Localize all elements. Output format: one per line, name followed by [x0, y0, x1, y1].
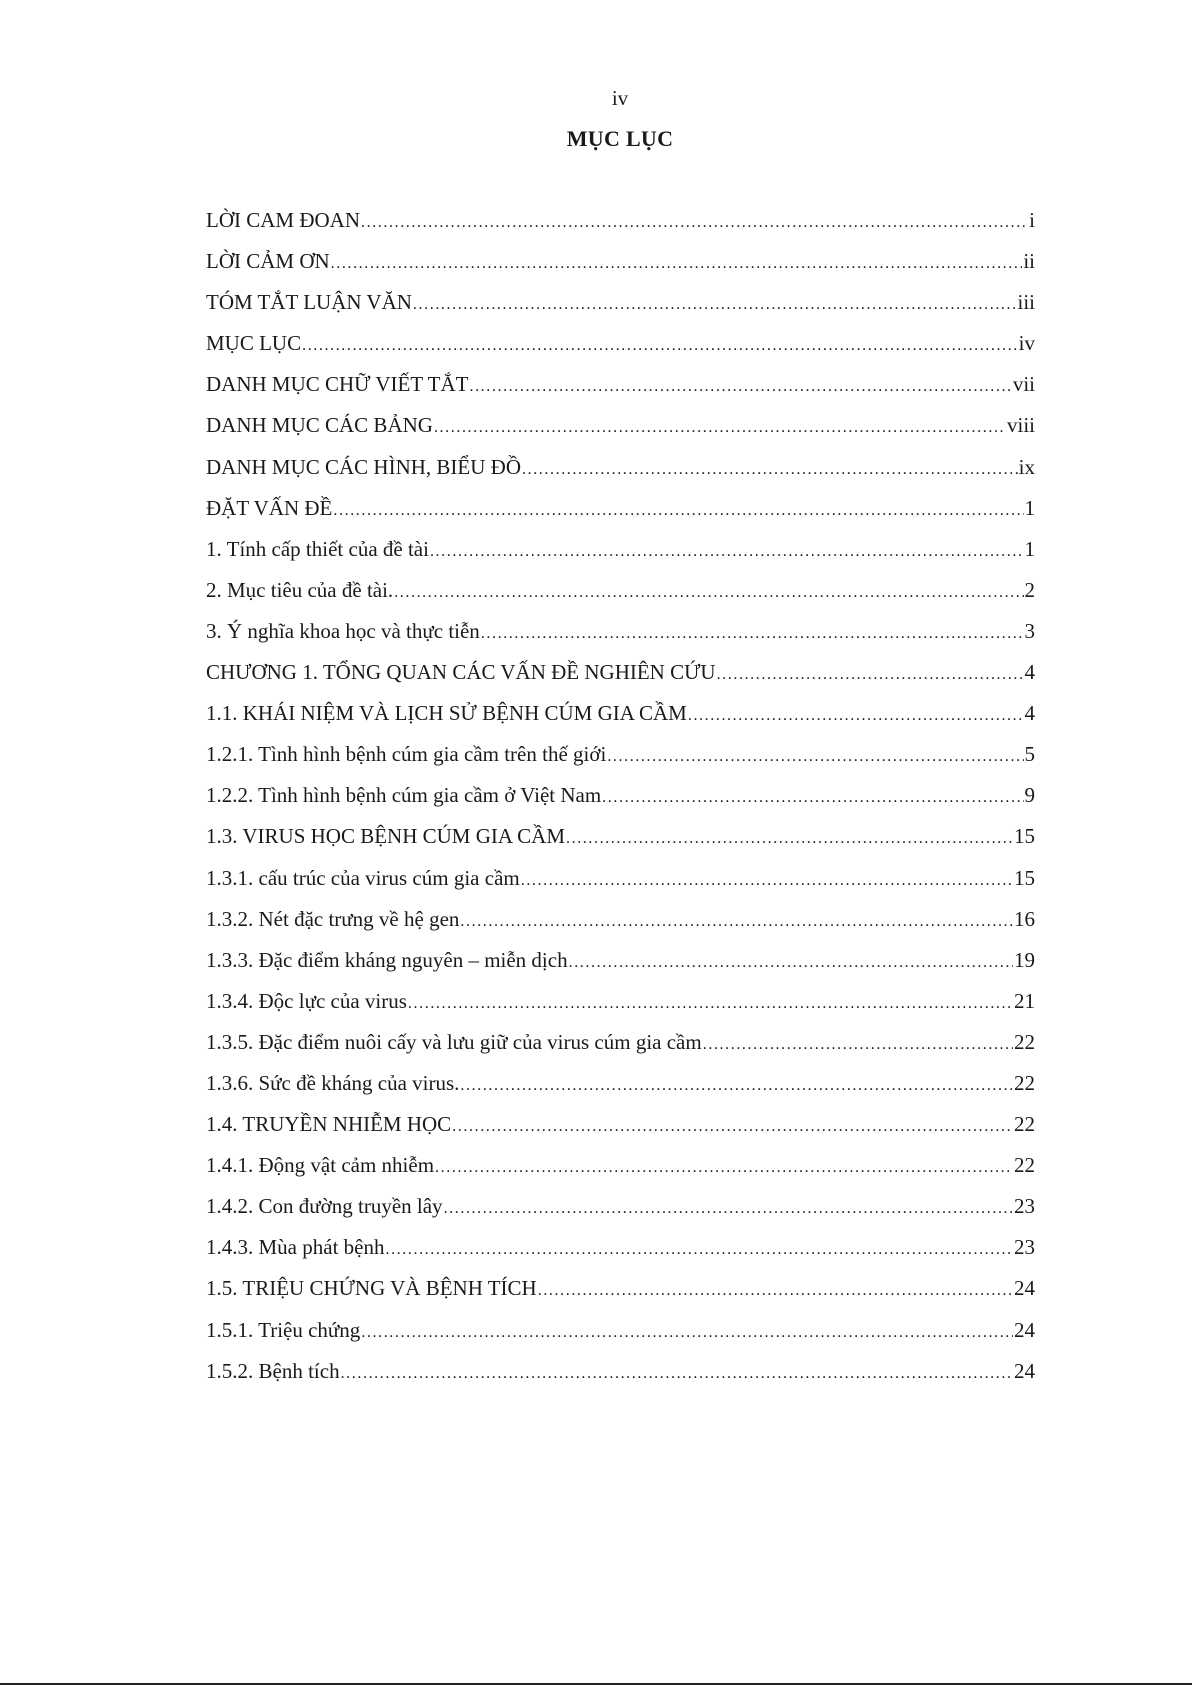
- dot-leader: [521, 868, 1013, 894]
- dot-leader: [703, 1032, 1013, 1058]
- toc-entry[interactable]: [206, 495, 1035, 536]
- toc-entry[interactable]: [206, 536, 1035, 577]
- dot-leader: [602, 785, 1023, 811]
- toc-entry-page-number: ix: [1018, 454, 1035, 479]
- dot-leader: [408, 991, 1013, 1017]
- toc-entry-page-number: 1: [1024, 495, 1035, 520]
- toc-entry-page-number: 9: [1024, 783, 1035, 808]
- toc-entry[interactable]: [206, 1358, 1035, 1399]
- toc-entry-label: 1.3.4. Độc lực của virus: [206, 988, 407, 1013]
- toc-entry-label: 1.3. VIRUS HỌC BỆNH CÚM GIA CẦM: [206, 824, 565, 849]
- toc-entry[interactable]: [206, 577, 1035, 618]
- toc-entry-page-number: iii: [1017, 290, 1035, 315]
- toc-entry-label: 1.4.3. Mùa phát bệnh: [206, 1235, 385, 1260]
- toc-entry[interactable]: [206, 782, 1035, 823]
- toc-entry[interactable]: [206, 289, 1035, 330]
- toc-entry-page-number: 5: [1024, 742, 1035, 767]
- toc-entry-label: 1.5.1. Triệu chứng: [206, 1317, 361, 1342]
- toc-entry-page-number: 2: [1024, 577, 1035, 602]
- toc-entry-page-number: 22: [1014, 1029, 1035, 1054]
- page-title: MỤC LỤC: [566, 126, 674, 151]
- dot-leader: [452, 1114, 1013, 1140]
- toc-entry-page-number: vii: [1012, 372, 1035, 397]
- toc-entry[interactable]: [206, 1234, 1035, 1275]
- toc-entry-label: DANH MỤC CÁC HÌNH, BIỂU ĐỒ: [206, 454, 521, 479]
- toc-entry[interactable]: [206, 454, 1035, 495]
- toc-entry-label: 1.3.6. Sức đề kháng của virus.: [206, 1070, 460, 1095]
- toc-entry-label: 1.4.2. Con đường truyền lây: [206, 1194, 443, 1219]
- toc-entry[interactable]: [206, 988, 1035, 1029]
- dot-leader: [361, 210, 1028, 236]
- toc-entry-label: DANH MỤC CHỮ VIẾT TẮT: [206, 372, 469, 397]
- toc-entry-page-number: 24: [1014, 1317, 1035, 1342]
- toc-entry-label: LỜI CẢM ƠN: [206, 249, 330, 274]
- toc-entry-page-number: viii: [1006, 413, 1035, 438]
- toc-entry-page-number: 1: [1024, 536, 1035, 561]
- toc-entry[interactable]: [206, 865, 1035, 906]
- dot-leader: [394, 580, 1023, 606]
- toc-entry-page-number: 21: [1014, 988, 1035, 1013]
- dot-leader: [566, 826, 1013, 852]
- toc-entry[interactable]: [206, 1070, 1035, 1111]
- toc-entry[interactable]: [206, 1275, 1035, 1316]
- toc-entry-page-number: iv: [1018, 331, 1035, 356]
- table-of-contents: [206, 207, 1035, 1399]
- toc-entry[interactable]: [206, 947, 1035, 988]
- toc-entry-page-number: 23: [1014, 1235, 1035, 1260]
- toc-entry-label: 3. Ý nghĩa khoa học và thực tiễn: [206, 618, 480, 643]
- toc-entry-label: 2. Mục tiêu của đề tài.: [206, 577, 394, 602]
- toc-entry-label: CHƯƠNG 1. TỔNG QUAN CÁC VẤN ĐỀ NGHIÊN CỨU: [206, 660, 716, 685]
- toc-entry[interactable]: [206, 659, 1035, 700]
- dot-leader: [717, 662, 1024, 688]
- dot-leader: [538, 1278, 1013, 1304]
- dot-leader: [688, 703, 1024, 729]
- toc-entry-page-number: 4: [1024, 660, 1035, 685]
- toc-entry[interactable]: [206, 1111, 1035, 1152]
- dot-leader: [302, 333, 1018, 359]
- toc-entry-page-number: 24: [1014, 1358, 1035, 1383]
- dot-leader: [413, 292, 1017, 318]
- toc-entry[interactable]: [206, 1152, 1035, 1193]
- page-number: iv: [611, 86, 629, 110]
- toc-entry-page-number: 16: [1014, 906, 1035, 931]
- toc-entry[interactable]: [206, 207, 1035, 248]
- dot-leader: [607, 744, 1023, 770]
- toc-entry[interactable]: [206, 248, 1035, 289]
- dot-leader: [460, 1073, 1013, 1099]
- toc-entry-label: 1.5. TRIỆU CHỨNG VÀ BỆNH TÍCH: [206, 1276, 537, 1301]
- toc-entry-page-number: 22: [1014, 1112, 1035, 1137]
- toc-entry[interactable]: [206, 618, 1035, 659]
- toc-entry-page-number: 22: [1014, 1153, 1035, 1178]
- toc-entry-page-number: 4: [1024, 701, 1035, 726]
- toc-entry[interactable]: [206, 1193, 1035, 1234]
- toc-entry-page-number: 23: [1014, 1194, 1035, 1219]
- toc-entry-label: 1.4.1. Động vật cảm nhiễm: [206, 1153, 435, 1178]
- toc-entry[interactable]: [206, 330, 1035, 371]
- dot-leader: [341, 1361, 1013, 1387]
- toc-entry-page-number: 3: [1024, 618, 1035, 643]
- dot-leader: [569, 950, 1013, 976]
- dot-leader: [469, 374, 1011, 400]
- toc-entry-page-number: i: [1029, 208, 1035, 232]
- toc-entry-label: 1.4. TRUYỀN NHIỄM HỌC: [206, 1112, 452, 1137]
- toc-entry[interactable]: [206, 700, 1035, 741]
- toc-entry-page-number: ii: [1023, 249, 1035, 274]
- toc-entry-label: 1. Tính cấp thiết của đề tài: [206, 536, 429, 561]
- toc-entry-label: MỤC LỤC: [206, 331, 302, 356]
- dot-leader: [460, 909, 1013, 935]
- toc-entry-label: 1.2.1. Tình hình bệnh cúm gia cầm trên thế giới: [206, 742, 607, 767]
- dot-leader: [444, 1196, 1013, 1222]
- toc-entry-label: ĐẶT VẤN ĐỀ: [206, 495, 333, 520]
- toc-entry-label: 1.1. KHÁI NIỆM VÀ LỊCH SỬ BỆNH CÚM GIA CẦM: [206, 701, 687, 726]
- toc-entry[interactable]: [206, 1029, 1035, 1070]
- dot-leader: [333, 498, 1023, 524]
- dot-leader: [522, 457, 1018, 483]
- toc-entry[interactable]: [206, 371, 1035, 412]
- toc-entry-label: DANH MỤC CÁC BẢNG: [206, 413, 433, 438]
- toc-entry[interactable]: [206, 412, 1035, 453]
- dot-leader: [434, 415, 1006, 441]
- toc-entry-label: 1.3.5. Đặc điểm nuôi cấy và lưu giữ của virus cúm gia cầm: [206, 1029, 702, 1054]
- dot-leader: [361, 1320, 1013, 1346]
- toc-entry-page-number: 24: [1014, 1276, 1035, 1301]
- toc-entry[interactable]: [206, 906, 1035, 947]
- dot-leader: [331, 251, 1023, 277]
- toc-entry-label: 1.2.2. Tình hình bệnh cúm gia cầm ở Việt Nam: [206, 783, 602, 808]
- toc-entry-label: 1.3.1. cấu trúc của virus cúm gia cầm: [206, 865, 520, 890]
- toc-entry-page-number: 15: [1014, 824, 1035, 849]
- toc-entry-label: 1.5.2. Bệnh tích: [206, 1358, 340, 1383]
- toc-entry-label: 1.3.3. Đặc điểm kháng nguyên – miễn dịch: [206, 947, 568, 972]
- dot-leader: [430, 539, 1024, 565]
- toc-entry[interactable]: [206, 823, 1035, 864]
- toc-entry[interactable]: [206, 741, 1035, 782]
- toc-entry[interactable]: [206, 1317, 1035, 1358]
- toc-entry-page-number: 19: [1014, 947, 1035, 972]
- toc-entry-label: 1.3.2. Nét đặc trưng về hệ gen: [206, 906, 460, 931]
- toc-entry-label: TÓM TẮT LUẬN VĂN: [206, 290, 412, 315]
- toc-entry-page-number: 22: [1014, 1070, 1035, 1095]
- dot-leader: [435, 1155, 1013, 1181]
- toc-entry-label: LỜI CAM ĐOAN: [206, 208, 360, 232]
- dot-leader: [385, 1237, 1013, 1263]
- toc-entry-page-number: 15: [1014, 865, 1035, 890]
- dot-leader: [481, 621, 1024, 647]
